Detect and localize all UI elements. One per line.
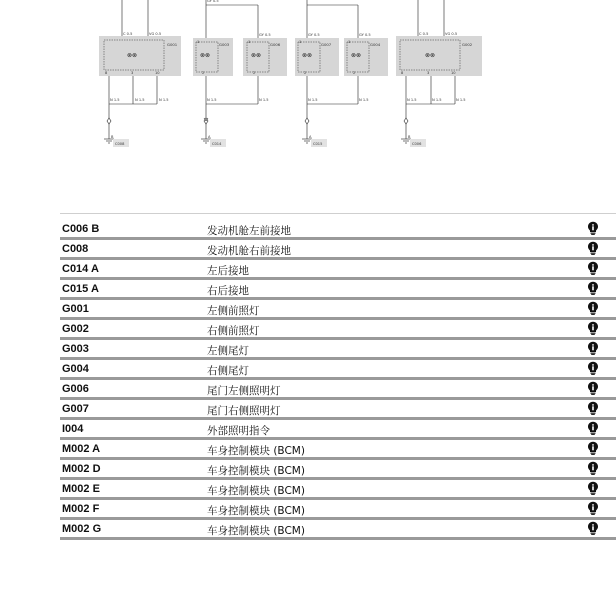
table-row: [60, 360, 616, 380]
info-bulb-icon[interactable]: [586, 381, 600, 395]
component-label: G003: [219, 42, 230, 47]
component-description: 车身控制模块 (BCM): [207, 485, 305, 497]
svg-text:⊗⊗: ⊗⊗: [425, 52, 436, 59]
wire-label: N 1.5: [407, 98, 417, 102]
info-bulb-icon[interactable]: [586, 441, 600, 455]
pin-label: 1: [248, 40, 251, 44]
component-code: C015 A: [62, 283, 99, 295]
wire-label: C 0.5: [419, 32, 429, 36]
svg-text:⊗⊗: ⊗⊗: [127, 52, 138, 59]
component-description: 发动机舱左前接地: [207, 225, 291, 237]
pin-label: 1: [348, 40, 351, 44]
wire-label: N 1.5: [456, 98, 466, 102]
component-code: M002 G: [62, 523, 102, 535]
info-bulb-icon[interactable]: [586, 481, 600, 495]
table-row: [60, 240, 616, 260]
pin-label: 2: [202, 71, 205, 75]
component-label: G001: [167, 42, 178, 47]
ground-code: C006: [412, 142, 422, 146]
ground-pin: A: [208, 135, 211, 139]
pin-label: 3: [427, 71, 430, 75]
pin-label: 2: [304, 71, 307, 75]
table-row: [60, 280, 616, 300]
component-label: G007: [321, 42, 332, 47]
component-code: G003: [62, 343, 89, 355]
component-description: 尾门右侧照明灯: [207, 405, 281, 417]
component-code: C008: [62, 243, 89, 255]
component-code: C014 A: [62, 263, 99, 275]
component-description: 车身控制模块 (BCM): [207, 445, 305, 457]
info-bulb-icon[interactable]: [586, 241, 600, 255]
wire-label: GY 0.5: [308, 33, 320, 37]
component-description: 发动机舱右前接地: [207, 245, 291, 257]
wire-label: N 1.5: [110, 98, 120, 102]
ground-code: C014: [212, 142, 222, 146]
component-legend-table: [60, 220, 616, 540]
info-bulb-icon[interactable]: [586, 401, 600, 415]
component-label: G004: [370, 42, 381, 47]
info-bulb-icon[interactable]: [586, 321, 600, 335]
component-code: M002 F: [62, 503, 100, 515]
component-code: C006 B: [62, 223, 100, 235]
info-bulb-icon[interactable]: [586, 501, 600, 515]
info-bulb-icon[interactable]: [586, 221, 600, 235]
component-code: G006: [62, 383, 89, 395]
component-description: 右后接地: [207, 285, 249, 297]
info-bulb-icon[interactable]: [586, 261, 600, 275]
table-row: [60, 500, 616, 520]
component-description: 左侧前照灯: [207, 305, 260, 317]
component-code: M002 E: [62, 483, 100, 495]
table-row: [60, 440, 616, 460]
svg-text:⊗⊗: ⊗⊗: [302, 52, 313, 59]
ground-pin: B: [111, 135, 114, 139]
svg-text:⊗⊗: ⊗⊗: [200, 52, 211, 59]
pin-label: 8: [105, 71, 108, 75]
wire-label: N 1.5: [432, 98, 442, 102]
component-code: G002: [62, 323, 89, 335]
component-description: 外部照明指令: [207, 425, 270, 437]
table-row: [60, 300, 616, 320]
pin-label: 1: [197, 40, 200, 44]
component-description: 右侧前照灯: [207, 325, 260, 337]
pin-label: 8: [401, 71, 404, 75]
table-row: [60, 420, 616, 440]
wire-label: N 1.5: [308, 98, 318, 102]
component-code: I004: [62, 423, 84, 435]
wiring-diagram: [0, 0, 616, 170]
table-row: [60, 320, 616, 340]
table-row: [60, 380, 616, 400]
wire-label: N 1.5: [207, 98, 217, 102]
table-row: [60, 220, 616, 240]
wire-label: N 1.5: [135, 98, 145, 102]
pin-label: 10: [451, 71, 456, 75]
wire-label: GY 0.5: [207, 0, 219, 3]
info-bulb-icon[interactable]: [586, 521, 600, 535]
svg-text:⊗⊗: ⊗⊗: [351, 52, 362, 59]
component-description: 尾门左侧照明灯: [207, 385, 281, 397]
pin-label: 3: [131, 71, 134, 75]
pin-label: 10: [155, 71, 160, 75]
wire-label: N 1.5: [159, 98, 169, 102]
wire-label: GY 0.5: [359, 33, 371, 37]
info-bulb-icon[interactable]: [586, 421, 600, 435]
info-bulb-icon[interactable]: [586, 281, 600, 295]
component-description: 左侧尾灯: [207, 345, 249, 357]
component-description: 车身控制模块 (BCM): [207, 505, 305, 517]
table-top-rule: [60, 213, 616, 214]
pin-label: 2: [353, 71, 356, 75]
pin-label: 2: [253, 71, 256, 75]
component-code: G004: [62, 363, 89, 375]
wire-label: VG 0.5: [149, 32, 162, 36]
component-code: G007: [62, 403, 89, 415]
wire-label: VG 0.5: [445, 32, 458, 36]
component-description: 左后接地: [207, 265, 249, 277]
wire-label: N 1.5: [359, 98, 369, 102]
component-description: 车身控制模块 (BCM): [207, 525, 305, 537]
info-bulb-icon[interactable]: [586, 301, 600, 315]
pin-label: 1: [299, 40, 302, 44]
component-label: G006: [270, 42, 281, 47]
ground-pin: A: [309, 135, 312, 139]
component-description: 右侧尾灯: [207, 365, 249, 377]
wire-label: GY 0.5: [259, 33, 271, 37]
component-description: 车身控制模块 (BCM): [207, 465, 305, 477]
table-row: [60, 260, 616, 280]
info-bulb-icon[interactable]: [586, 461, 600, 475]
component-code: M002 A: [62, 443, 101, 455]
table-row: [60, 480, 616, 500]
wire-label: C 0.5: [123, 32, 133, 36]
table-row: [60, 400, 616, 420]
ground-code: C015: [313, 142, 323, 146]
component-code: M002 D: [62, 463, 101, 475]
ground-pin: B: [408, 135, 411, 139]
table-row: [60, 460, 616, 480]
wire-label: N 1.5: [259, 98, 269, 102]
svg-text:⊗⊗: ⊗⊗: [251, 52, 262, 59]
ground-code: C008: [115, 142, 125, 146]
info-bulb-icon[interactable]: [586, 341, 600, 355]
component-code: G001: [62, 303, 89, 315]
table-row: [60, 340, 616, 360]
info-bulb-icon[interactable]: [586, 361, 600, 375]
component-label: G002: [462, 42, 473, 47]
table-row: [60, 520, 616, 540]
